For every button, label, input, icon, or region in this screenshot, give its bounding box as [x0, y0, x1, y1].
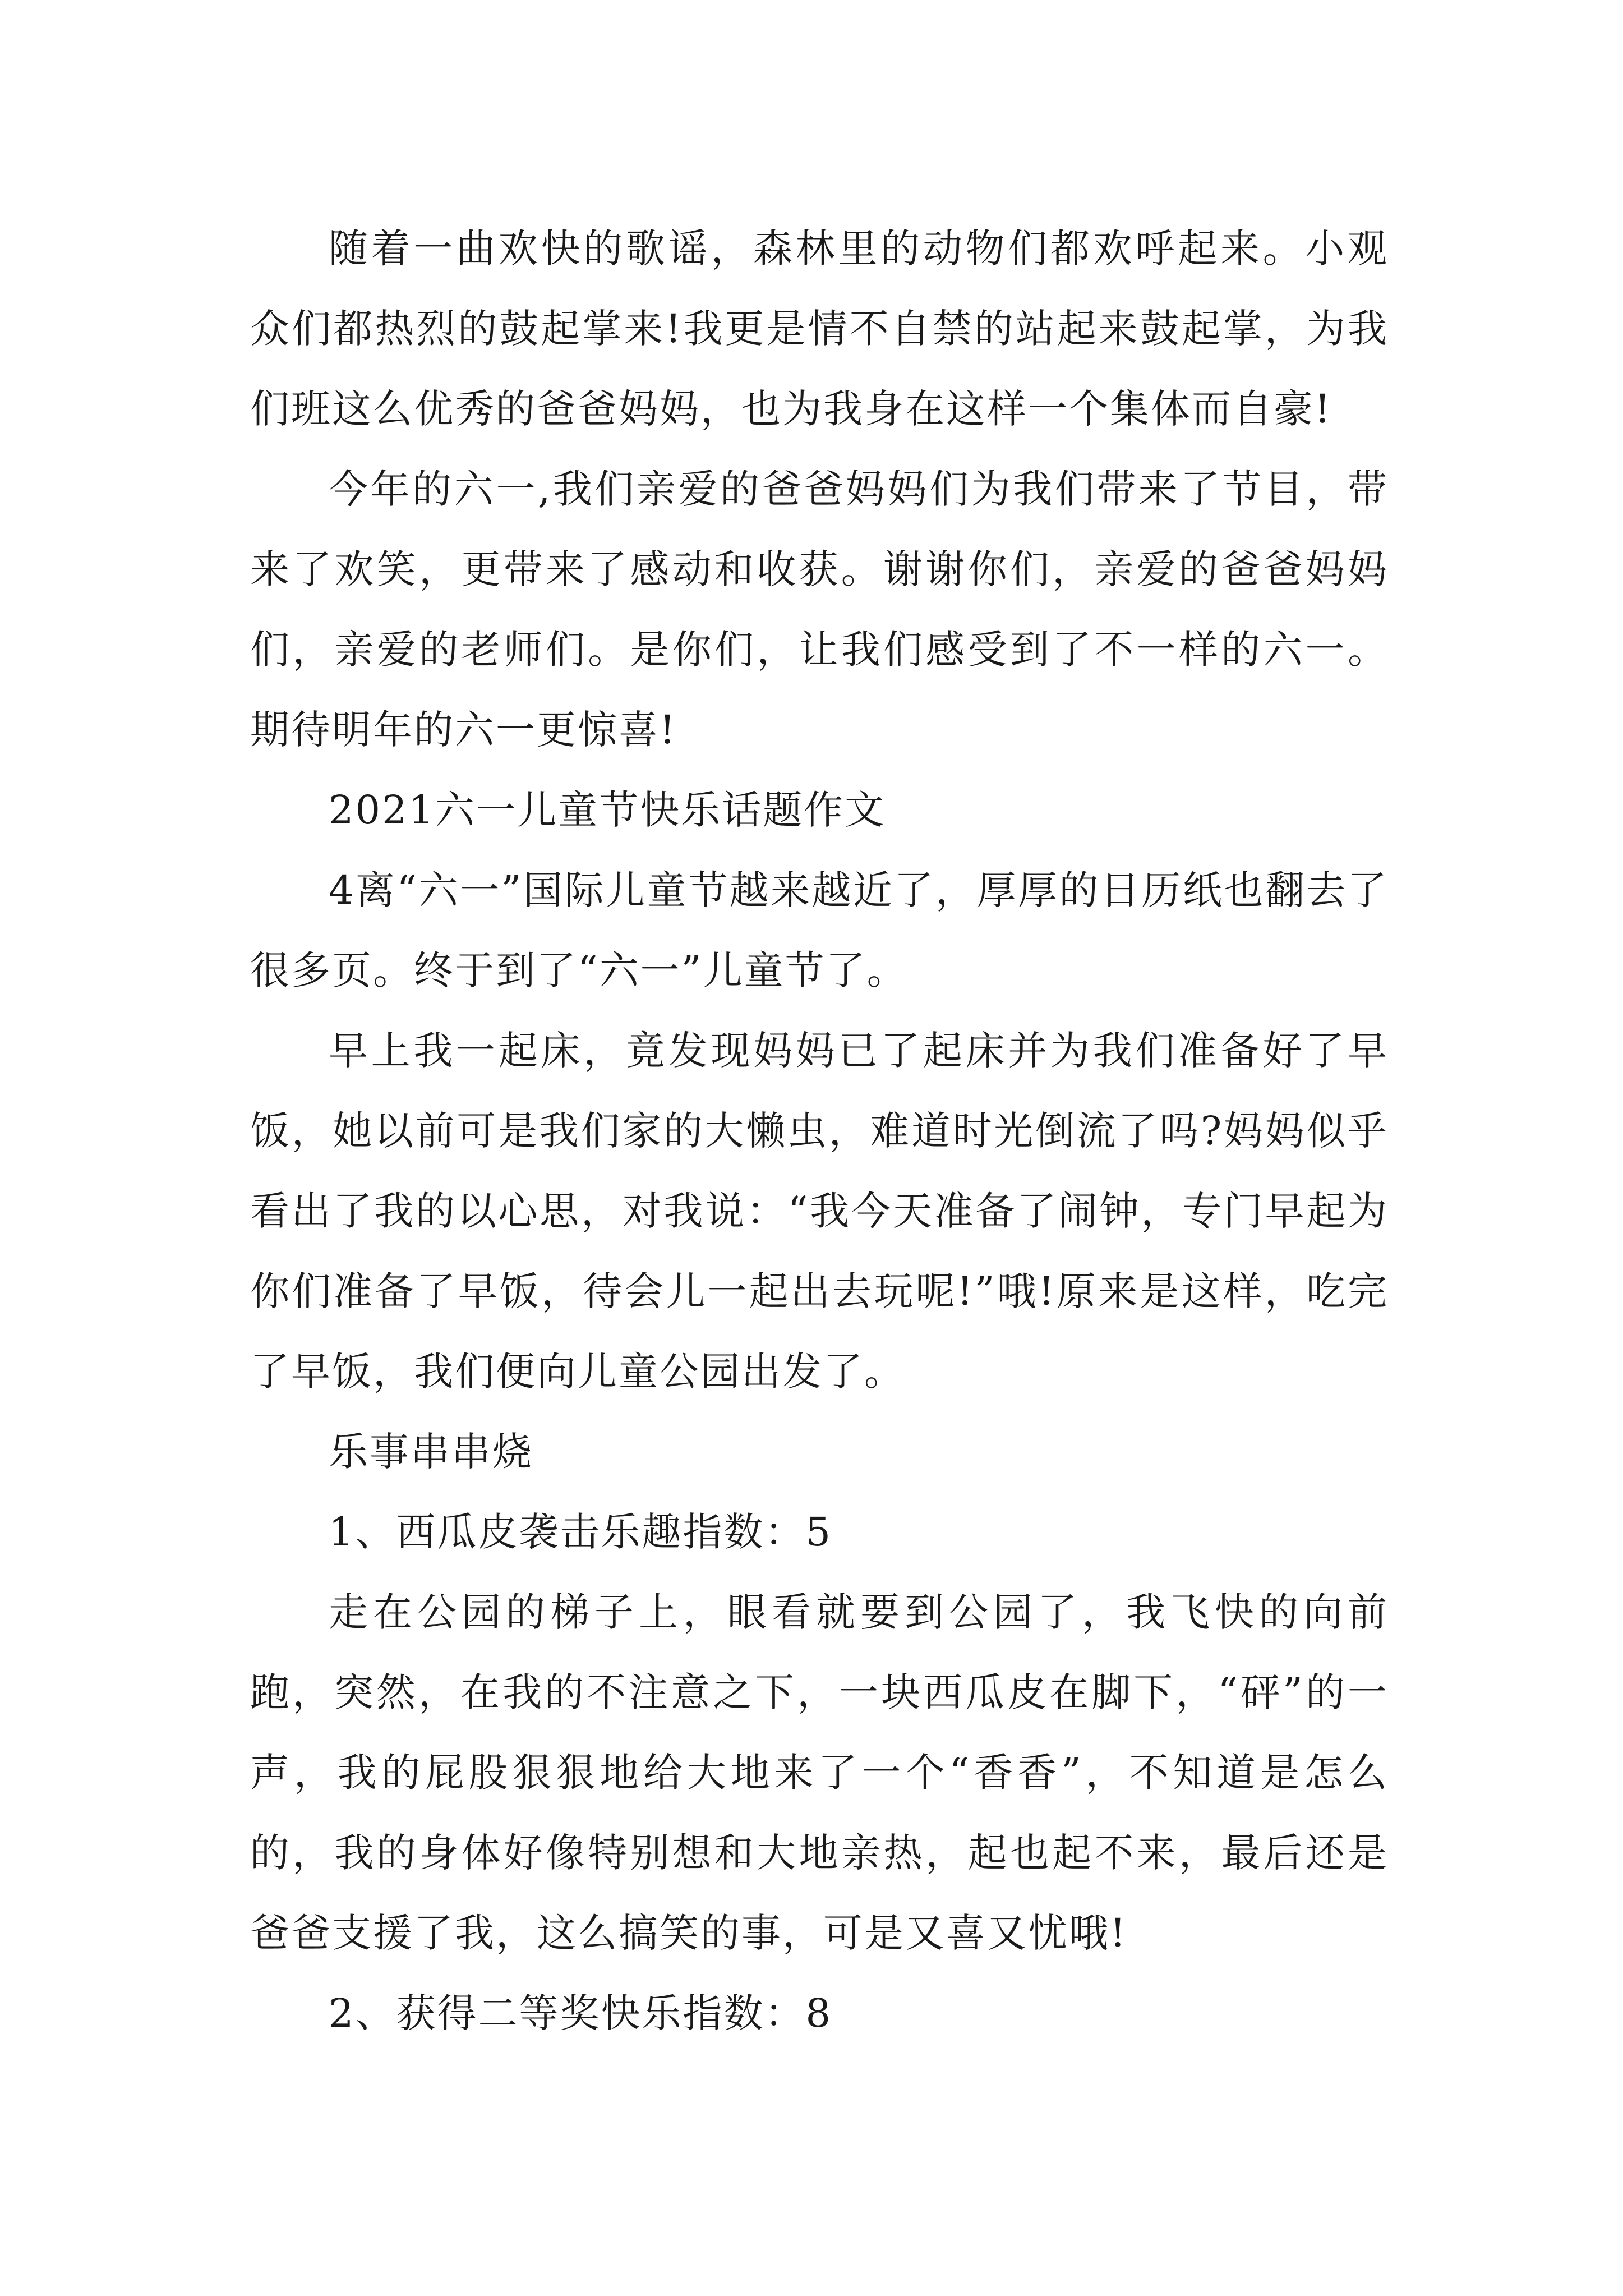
- item-heading-1: 1、西瓜皮袭击乐趣指数：5: [329, 1509, 833, 1555]
- paragraph-morning: 早上我一起床，竟发现妈妈已了起床并为我们准备好了早饭，她以前可是我们家的大懒虫，难道时光倒流了吗?妈妈似乎看出了我的以心思，对我说：“我今天准备了闹钟，专门早起为你们准备了早饭，待会儿一起出去玩呢!”哦!原来是这样，吃完了早饭，我们便向儿童公园出发了。: [250, 1028, 1389, 1395]
- essay-title: 2021六一儿童节快乐话题作文: [329, 787, 886, 833]
- section-heading: 乐事串串烧: [329, 1429, 533, 1475]
- item-heading-2: 2、获得二等奖快乐指数：8: [329, 1990, 833, 2036]
- paragraph-thanks: 今年的六一,我们亲爱的爸爸妈妈们为我们带来了节目，带来了欢笑，更带来了感动和收获。谢谢你们，亲爱的爸爸妈妈们，亲爱的老师们。是你们，让我们感受到了不一样的六一。期待明年的六一更惊喜!: [250, 466, 1389, 753]
- paragraph-applause: 随着一曲欢快的歌谣，森林里的动物们都欢呼起来。小观众们都热烈的鼓起掌来!我更是情不自禁的站起来鼓起掌，为我们班这么优秀的爸爸妈妈，也为我身在这样一个集体而自豪!: [250, 226, 1389, 432]
- paragraph-watermelon: 走在公园的梯子上，眼看就要到公园了，我飞快的向前跑，突然，在我的不注意之下，一块西瓜皮在脚下，“砰”的一声，我的屁股狠狠地给大地来了一个“香香”，不知道是怎么的，我的身体好像特别想和大地亲热，起也起不来，最后还是爸爸支援了我，这么搞笑的事，可是又喜又忧哦!: [250, 1589, 1389, 1956]
- document-body: [250, 209, 1389, 2054]
- paragraph-intro: 4离“六一”国际儿童节越来越近了，厚厚的日历纸也翻去了很多页。终于到了“六一”儿童节了。: [250, 867, 1389, 993]
